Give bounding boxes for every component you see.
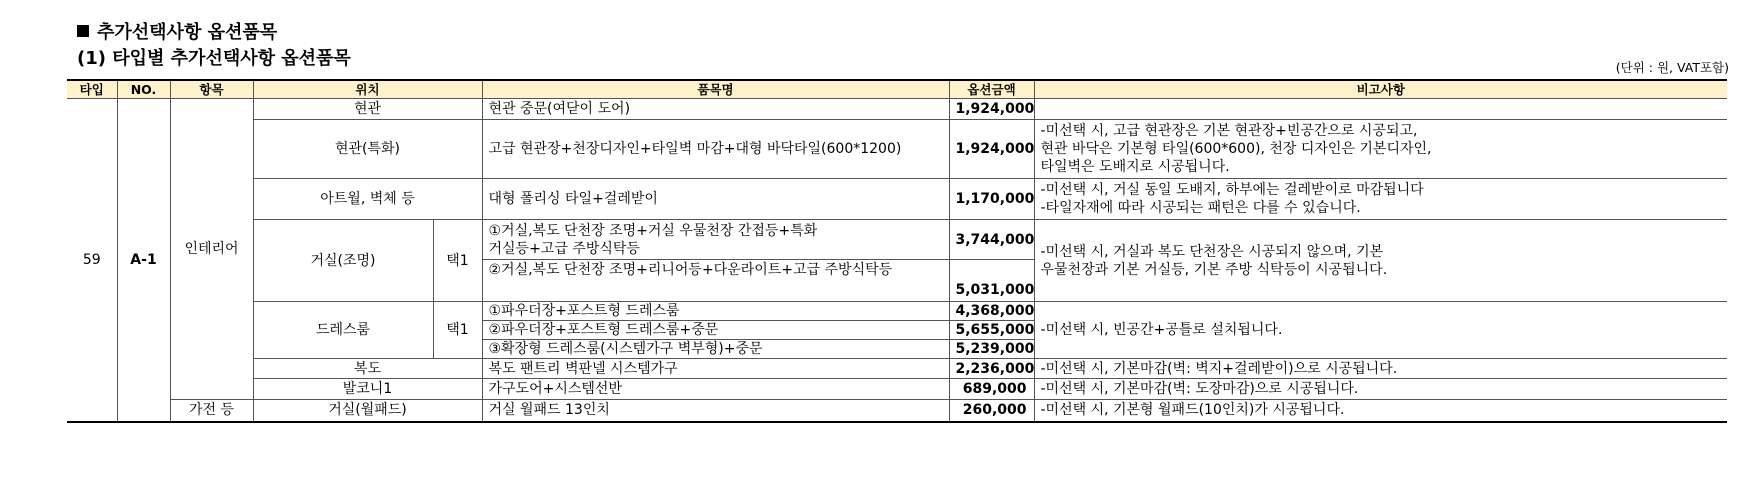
remark-line: -타일자재에 따라 시공되는 패턴은 다를 수 있습니다. bbox=[1040, 200, 1361, 216]
choice-cell: 택1 bbox=[433, 220, 482, 302]
header-price: 옵션금액 bbox=[949, 80, 1034, 99]
location-cell: 현관(특화) bbox=[253, 120, 482, 179]
remark-cell: -미선택 시, 기본마감(벽: 도장마감)으로 시공됩니다. bbox=[1034, 379, 1727, 400]
header-type: 타입 bbox=[67, 80, 117, 99]
table-row bbox=[67, 99, 1727, 120]
remark-cell bbox=[1034, 179, 1727, 220]
item-cell: 현관 중문(여닫이 도어) bbox=[482, 99, 949, 120]
table-row bbox=[67, 400, 1727, 422]
category-appliance: 가전 등 bbox=[170, 400, 253, 422]
price-cell: 260,000 bbox=[949, 400, 1034, 422]
item-cell: ③확장형 드레스룸(시스템가구 벽부형)+중문 bbox=[482, 340, 949, 359]
item-cell: ①파우더장+포스트형 드레스룸 bbox=[482, 302, 949, 321]
item-cell: 복도 팬트리 벽판넬 시스템가구 bbox=[482, 359, 949, 379]
remark-cell: -미선택 시, 기본마감(벽: 벽지+걸레받이)으로 시공됩니다. bbox=[1034, 359, 1727, 379]
option-items-table bbox=[67, 79, 1727, 423]
item-line: 거실등+고급 주방식탁등 bbox=[488, 240, 640, 257]
table-row bbox=[67, 379, 1727, 400]
remark-line: 우물천장과 기본 거실등, 기본 주방 식탁등이 시공됩니다. bbox=[1040, 261, 1388, 278]
price-cell: 5,655,000 bbox=[949, 321, 1034, 340]
unit-note: (단위 : 원, VAT포함) bbox=[1615, 60, 1729, 75]
choice-cell: 택1 bbox=[433, 302, 482, 359]
location-cell: 현관 bbox=[253, 99, 482, 120]
price-cell: 3,744,000 bbox=[949, 220, 1034, 260]
item-cell bbox=[482, 220, 949, 260]
location-cell: 거실(조명) bbox=[253, 220, 433, 302]
remark-cell bbox=[1034, 120, 1727, 179]
price-cell: 5,239,000 bbox=[949, 340, 1034, 359]
type-cell: 59 bbox=[67, 99, 117, 422]
no-cell: A-1 bbox=[117, 99, 170, 422]
remark-line: 현관 바닥은 기본형 타일(600*600), 천장 디자인은 기본디자인, bbox=[1040, 141, 1432, 157]
location-cell: 복도 bbox=[253, 359, 482, 379]
price-cell: 2,236,000 bbox=[949, 359, 1034, 379]
header-remarks: 비고사항 bbox=[1034, 80, 1727, 99]
subsection-heading: (1) 타입별 추가선택사항 옵션품목 bbox=[77, 48, 351, 69]
item-cell: 고급 현관장+천장디자인+타일벽 마감+대형 바닥타일(600*1200) bbox=[482, 120, 949, 179]
remark-line: -미선택 시, 거실 동일 도배지, 하부에는 걸레받이로 마감됩니다 bbox=[1040, 182, 1424, 198]
item-cell: ②파우더장+포스트형 드레스룸+중문 bbox=[482, 321, 949, 340]
price-cell: 4,368,000 bbox=[949, 302, 1034, 321]
table-row bbox=[67, 302, 1727, 321]
table-row bbox=[67, 179, 1727, 220]
section-heading bbox=[77, 18, 277, 44]
item-cell: ②거실,복도 단천장 조명+리니어등+다운라이트+고급 주방식탁등 bbox=[482, 260, 949, 302]
price-cell: 1,170,000 bbox=[949, 179, 1034, 220]
location-cell: 거실(월패드) bbox=[253, 400, 482, 422]
remark-cell bbox=[1034, 99, 1727, 120]
header-item: 품목명 bbox=[482, 80, 949, 99]
item-cell: 가구도어+시스템선반 bbox=[482, 379, 949, 400]
category-interior: 인테리어 bbox=[170, 99, 253, 400]
table-row bbox=[67, 120, 1727, 179]
price-cell: 689,000 bbox=[949, 379, 1034, 400]
section-heading-text: 추가선택사항 옵션품목 bbox=[97, 22, 278, 43]
remark-line: 타일벽은 도배지로 시공됩니다. bbox=[1040, 159, 1230, 175]
remark-cell: -미선택 시, 빈공간+공틀로 설치됩니다. bbox=[1034, 302, 1727, 359]
table-row bbox=[67, 359, 1727, 379]
remark-cell bbox=[1034, 220, 1727, 302]
price-cell: 1,924,000 bbox=[949, 99, 1034, 120]
header-no: NO. bbox=[117, 80, 170, 99]
remark-line: -미선택 시, 거실과 복도 단천장은 시공되지 않으며, 기본 bbox=[1040, 243, 1384, 260]
table-row bbox=[67, 220, 1727, 260]
price-cell: 1,924,000 bbox=[949, 120, 1034, 179]
table-header-row bbox=[67, 80, 1727, 99]
item-cell: 거실 월패드 13인치 bbox=[482, 400, 949, 422]
price-cell: 5,031,000 bbox=[949, 260, 1034, 302]
location-cell: 아트월, 벽체 등 bbox=[253, 179, 482, 220]
item-cell: 대형 폴리싱 타일+걸레받이 bbox=[482, 179, 949, 220]
header-category: 항목 bbox=[170, 80, 253, 99]
remark-line: -미선택 시, 고급 현관장은 기본 현관장+빈공간으로 시공되고, bbox=[1040, 123, 1418, 139]
item-line: ①거실,복도 단천장 조명+거실 우물천장 간접등+특화 bbox=[488, 222, 818, 239]
location-cell: 발코니1 bbox=[253, 379, 482, 400]
remark-cell: -미선택 시, 기본형 월패드(10인치)가 시공됩니다. bbox=[1034, 400, 1727, 422]
header-location: 위치 bbox=[253, 80, 482, 99]
location-cell: 드레스룸 bbox=[253, 302, 433, 359]
square-bullet-icon bbox=[77, 25, 89, 37]
